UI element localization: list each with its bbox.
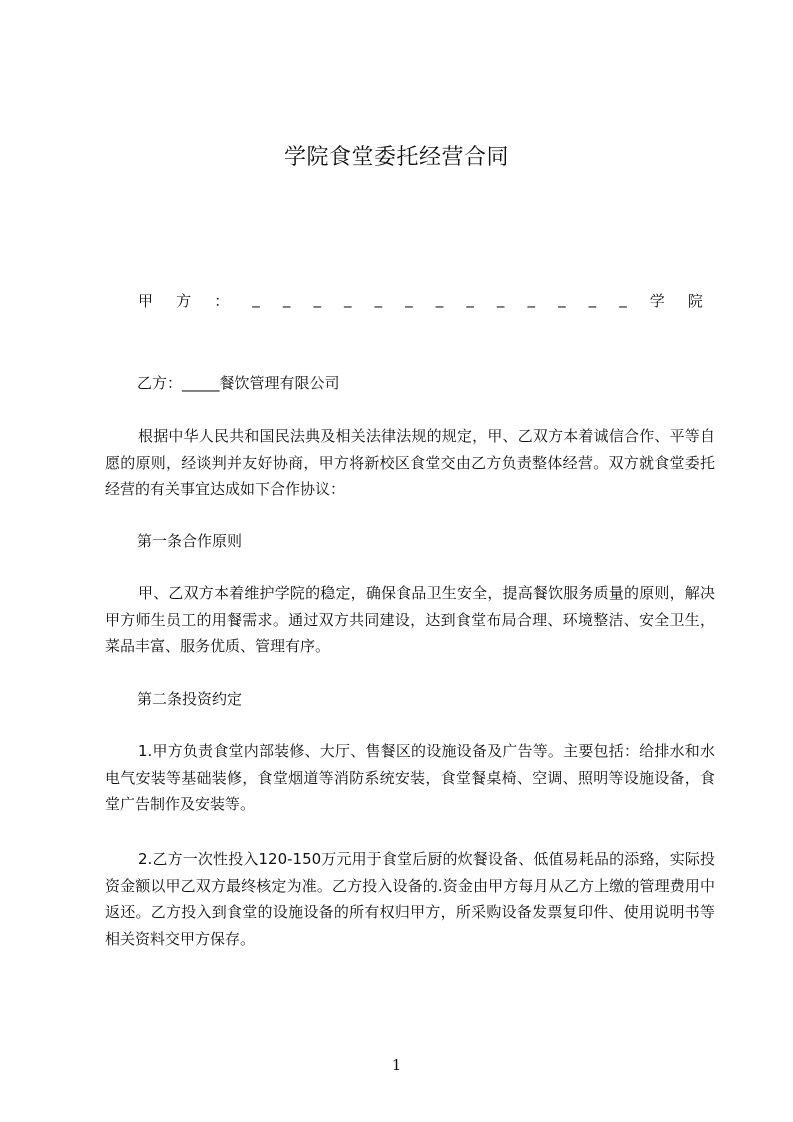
party-a-blank: _ — [527, 290, 535, 308]
party-a-blank: _ — [619, 290, 627, 308]
article-1-heading: 第一条合作原则 — [137, 532, 243, 550]
party-a-blank: _ — [435, 290, 444, 308]
party-a-suffix-char: 院 — [687, 292, 703, 310]
party-a-blank: _ — [405, 290, 413, 308]
party-a-blank: _ — [374, 290, 383, 308]
party-a-blank: _ — [252, 290, 260, 308]
article-2-item-1: 1.甲方负责食堂内部装修、大厅、售餐区的设施设备及广告等。主要包括：给排水和水电气安装等基础装修，食堂烟道等消防系统安装，食堂餐桌椅、空调、照明等设施设备，食堂广告制作及安装等。 — [105, 742, 715, 813]
party-a-blank: _ — [313, 290, 321, 308]
party-b-line: 乙方：_____餐饮管理有限公司 — [137, 374, 340, 392]
article-1-paragraph: 甲、乙双方本着维护学院的稳定，确保食品卫生安全，提高餐饮服务质量的原则，解决甲方师生员工的用餐需求。通过双方共同建设，达到食堂布局合理、环境整洁、安全卫生，菜品丰富、服务优质、管理有序。 — [105, 584, 715, 655]
article-2-heading: 第二条投资约定 — [137, 690, 243, 708]
document-title: 学院食堂委托经营合同 — [283, 145, 509, 170]
party-a-label-char: 甲 — [138, 292, 154, 310]
party-a-blank: _ — [466, 290, 474, 308]
page-number: 1 — [391, 1056, 402, 1074]
party-a-blank: _ — [558, 290, 566, 308]
article-2-item-2: 2.乙方一次性投入120-150万元用于食堂后厨的炊餐设备、低值易耗品的添臵，实际投资金额以甲乙双方最终核定为准。乙方投入设备的.资金由甲方每月从乙方上缴的管理费用中返还。乙方投入到食堂的设施设备的所有权归甲方，所采购设备发票复印件、使用说明书等相关资料交甲方保存。 — [105, 850, 715, 948]
intro-paragraph: 根据中华人民共和国民法典及相关法律法规的规定，甲、乙双方本着诚信合作、平等自愿的原则，经谈判并友好协商，甲方将新校区食堂交由乙方负责整体经营。双方就食堂委托经营的有关事宜达成如下合作协议： — [105, 427, 715, 498]
party-a-line — [138, 290, 703, 311]
party-a-label-char: 方 — [176, 292, 192, 310]
party-a-suffix-char: 学 — [649, 292, 665, 310]
party-a-blank: _ — [282, 290, 291, 308]
party-a-blank: _ — [588, 290, 597, 308]
party-a-label-char: ： — [214, 292, 230, 310]
party-a-blank: _ — [496, 290, 505, 308]
party-a-blank: _ — [344, 290, 352, 308]
